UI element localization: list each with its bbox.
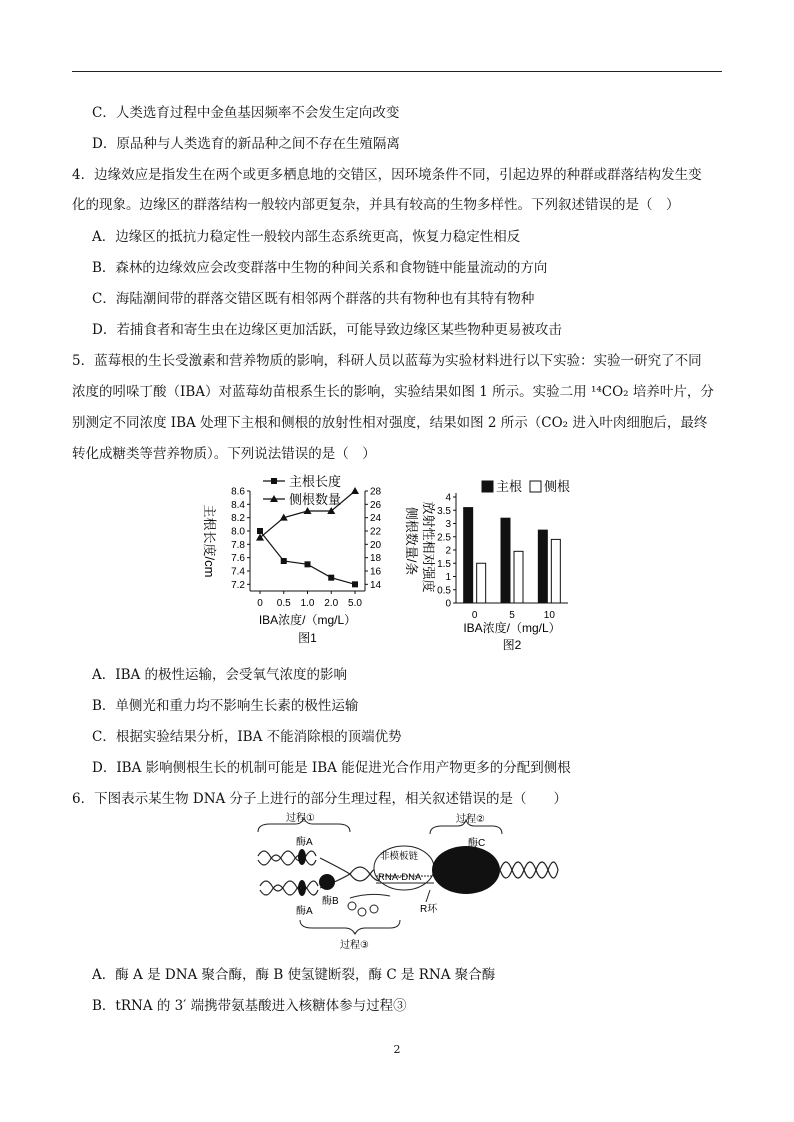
enzyme-b-shape <box>319 874 335 890</box>
fig1-xlabel: IBA浓度/（mg/L） <box>258 613 357 627</box>
fig2-xlabel: IBA浓度/（mg/L） <box>463 621 561 635</box>
rna-dna-hybrid-label: RNA-DNA <box>378 872 422 883</box>
q5-stem-line3: 别测定不同浓度 IBA 处理下主根和侧根的放射性相对强度，结果如图 2 所示（CO₂ 进入叶肉细胞后，最终 <box>72 415 708 431</box>
process2-label: 过程② <box>456 814 485 825</box>
q4-option-a: A．边缘区的抵抗力稳定性一般较内部生态系统更高，恢复力稳定性相反 <box>92 229 521 245</box>
enzyme-a-bottom-label: 酶A <box>296 906 313 917</box>
q4-option-d: D．若捕食者和寄生虫在边缘区更加活跃，可能导致边缘区某些物种更易被攻击 <box>92 322 562 338</box>
q4-option-c: C．海陆潮间带的群落交错区既有相邻两个群落的共有物种也有其特有物种 <box>92 291 535 307</box>
fig2-x-tick-label: 0 <box>471 610 478 621</box>
q5-stem-line4: 转化成糖类等营养物质）。下列说法错误的是（ ） <box>72 446 376 462</box>
fig1-right-tick-label: 22 <box>370 526 382 538</box>
fig2-y-tick-label: 3.5 <box>437 505 451 517</box>
fig1-right-tick-label: 14 <box>370 579 382 591</box>
fig2-bar-main-root <box>501 518 510 603</box>
enzyme-a-top-shape <box>298 849 306 865</box>
enzyme-a-top-label: 酶A <box>296 837 313 848</box>
fork-lower-strand-2 <box>260 885 318 895</box>
fig2-legend-swatch <box>482 481 493 492</box>
fig1-left-tick-label: 7.2 <box>231 579 245 591</box>
fig2-y-tick-label: 3 <box>445 519 451 530</box>
fig1-ylabel-left: 主根长度/cm <box>202 504 217 578</box>
q3-option-d: D．原品种与人类选育的新品种之间不存在生殖隔离 <box>92 136 400 152</box>
fig1-x-tick-label: 0.5 <box>276 598 291 609</box>
fig2-bar-lateral-root <box>514 551 523 603</box>
fig2-legend-label: 主根 <box>496 479 523 494</box>
q3-option-c: C．人类选育过程中金鱼基因频率不会发生定向改变 <box>92 105 400 121</box>
fig1-left-tick-label: 8.2 <box>231 513 245 525</box>
figure-1-chart <box>195 473 435 653</box>
ribosome-1 <box>348 902 356 910</box>
fig1-left-tick-label: 8.6 <box>231 486 245 498</box>
fig1-right-tick-label: 18 <box>370 553 382 565</box>
fig1-legend-square <box>271 478 277 484</box>
fig2-title: 图2 <box>502 638 522 652</box>
q5-option-a: A．IBA 的极性运输，会受氧气浓度的影响 <box>92 667 348 683</box>
header-rule <box>72 71 722 72</box>
fig1-right-tick-label: 20 <box>370 539 382 551</box>
q5-stem-line1: 5．蓝莓根的生长受激素和营养物质的影响，科研人员以蓝莓为实验材料进行以下实验：实验一研究了不同 <box>72 353 702 369</box>
fig2-y-tick-label: 4 <box>445 492 451 504</box>
fig1-point-square <box>281 558 287 564</box>
fig1-series-line-0 <box>260 531 355 584</box>
fig1-point-triangle <box>351 487 359 494</box>
fig2-y-tick-label: 2 <box>445 545 451 557</box>
fig2-bar-lateral-root <box>477 563 486 603</box>
r-loop-pointer <box>426 890 430 902</box>
process1-label: 过程① <box>286 813 315 824</box>
fig1-ylabel-right: 侧根数量/条 <box>404 506 419 576</box>
q6-option-b: B．tRNA 的 3′ 端携带氨基酸进入核糖体参与过程③ <box>92 998 407 1014</box>
fig2-bar-main-root <box>538 530 547 603</box>
enzyme-a-bottom-shape <box>298 880 306 896</box>
ribosome-3 <box>370 905 378 913</box>
q5-option-c: C．根据实验结果分析，IBA 不能消除根的顶端优势 <box>92 729 402 745</box>
q5-stem-line2: 浓度的吲哚丁酸（IBA）对蓝莓幼苗根系生长的影响，实验结果如图 1 所示。实验二用 ¹⁴CO₂ 培养叶片，分 <box>72 384 714 400</box>
fig1-x-tick-label: 2.0 <box>324 598 339 609</box>
fig1-left-tick-label: 7.6 <box>231 553 245 565</box>
fig1-left-tick-label: 8.0 <box>231 526 245 538</box>
q6-option-a: A．酶 A 是 DNA 聚合酶，酶 B 使氢键断裂，酶 C 是 RNA 聚合酶 <box>92 967 496 983</box>
mrna-strand <box>350 894 390 898</box>
fig1-point-square <box>328 575 334 581</box>
fig1-left-tick-label: 7.8 <box>231 539 245 551</box>
q4-stem-line1: 4．边缘效应是指发生在两个或更多栖息地的交错区，因环境条件不同，引起边界的种群或群落结构发生变 <box>72 167 702 183</box>
non-template-strand-label: 非模板链 <box>380 851 419 862</box>
fork-upper-strand <box>258 851 316 861</box>
fig2-y-tick-label: 0.5 <box>437 585 451 597</box>
fig1-x-tick-label: 5.0 <box>348 598 362 609</box>
fig2-x-tick-label: 5 <box>509 610 515 621</box>
fig1-x-tick-label: 1.0 <box>300 598 315 609</box>
fig1-left-tick-label: 8.4 <box>231 499 245 511</box>
q4-option-b: B．森林的边缘效应会改变群落中生物的种间关系和食物链中能量流动的方向 <box>92 260 548 276</box>
fig2-y-tick-label: 1.5 <box>437 558 451 570</box>
fig2-y-tick-label: 1 <box>445 572 451 583</box>
fig2-y-tick-label: 2.5 <box>437 532 451 544</box>
fig1-right-tick-label: 26 <box>370 499 382 511</box>
fig1-left-tick-label: 7.4 <box>231 566 245 578</box>
dna-process-diagram <box>240 812 570 960</box>
figure-1-plot <box>202 474 419 645</box>
fig2-ylabel: 放射性相对强度 <box>421 501 436 593</box>
q6-stem: 6．下图表示某生物 DNA 分子上进行的部分生理过程，相关叙述错误的是（ ） <box>72 791 568 807</box>
enzyme-c-shape <box>432 846 500 894</box>
enzyme-b-label: 酶B <box>322 896 339 907</box>
enzyme-c-label: 酶C <box>468 838 486 849</box>
fig1-x-tick-label: 0 <box>257 598 263 609</box>
fig1-point-square <box>352 581 358 587</box>
figure-2-plot <box>421 479 570 652</box>
fig1-legend-label: 侧根数量 <box>289 492 342 507</box>
fig2-x-tick-label: 10 <box>543 610 555 621</box>
fig2-bar-lateral-root <box>551 539 560 603</box>
fig2-y-tick-label: 0 <box>445 598 451 610</box>
r-loop-label: R环 <box>420 904 438 915</box>
process3-brace <box>300 920 400 934</box>
fig1-point-square <box>305 561 311 567</box>
q4-stem-line2: 化的现象。边缘区的群落结构一般较内部更复杂，并具有较高的生物多样性。下列叙述错误的是（ ） <box>72 197 680 213</box>
q5-option-d: D．IBA 影响侧根生长的机制可能是 IBA 能促进光合作用产物更多的分配到侧根 <box>92 760 571 776</box>
q5-option-b: B．单侧光和重力均不影响生长素的极性运输 <box>92 698 359 714</box>
ribosome-2 <box>358 908 366 916</box>
fig1-right-tick-label: 16 <box>370 566 382 578</box>
fig1-point-square <box>257 528 263 534</box>
fig2-legend-swatch <box>530 481 541 492</box>
process3-label: 过程③ <box>340 940 369 951</box>
fig1-legend-label: 主根长度 <box>289 474 342 489</box>
page-number: 2 <box>393 1043 401 1056</box>
fork-lower-strand <box>260 881 318 891</box>
fig2-bar-main-root <box>464 508 473 603</box>
fork-upper-strand-2 <box>258 855 316 865</box>
fig1-right-tick-label: 28 <box>370 486 382 498</box>
fig1-title: 图1 <box>298 631 317 645</box>
fig1-right-tick-label: 24 <box>370 513 382 525</box>
fig2-legend-label: 侧根 <box>544 479 571 494</box>
figure-2-chart <box>410 473 610 653</box>
